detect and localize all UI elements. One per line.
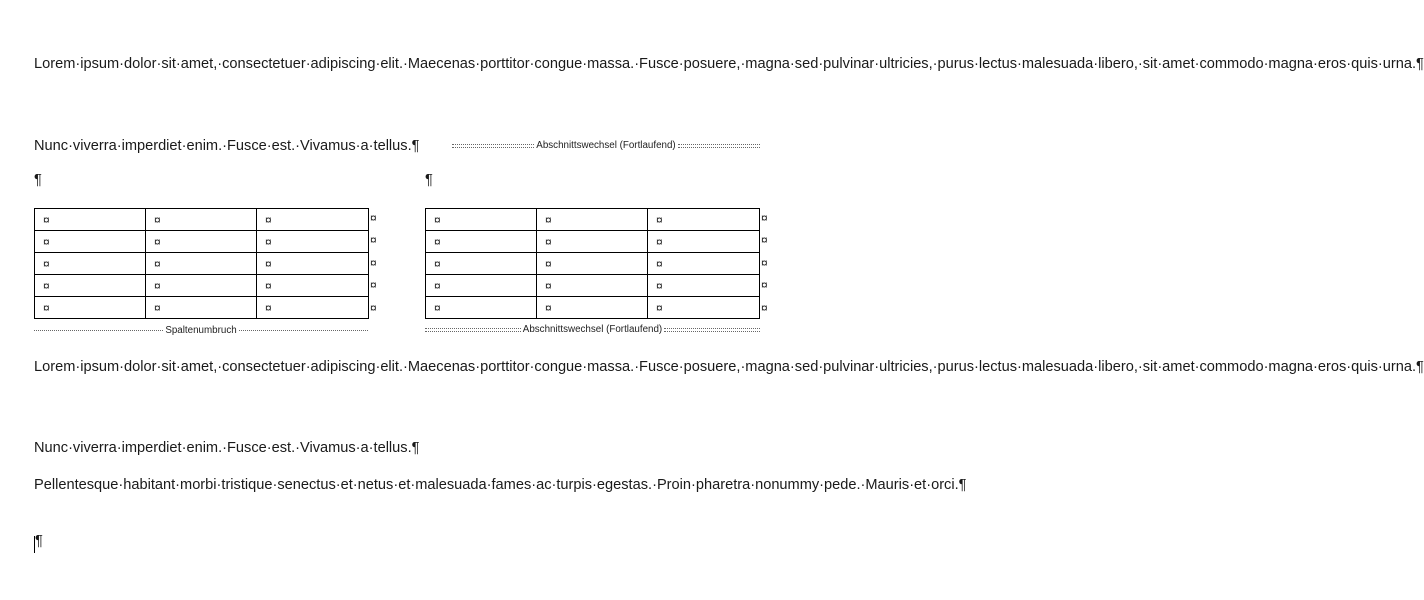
row-end-mark: ¤ xyxy=(370,211,377,225)
table-row xyxy=(35,297,369,319)
paragraph-4[interactable]: Nunc·viverra·imperdiet·enim.·Fusce·est.·Vivamus·a·tellus.¶ xyxy=(34,440,420,456)
table-cell[interactable]: ¤ xyxy=(537,297,648,319)
column-break xyxy=(34,325,368,336)
row-end-mark: ¤ xyxy=(761,233,768,248)
table-cell[interactable]: ¤ xyxy=(146,231,257,253)
table-row xyxy=(35,209,369,231)
paragraph-1[interactable]: Lorem·ipsum·dolor·sit·amet,·consectetuer·adipiscing·elit.·Maecenas·porttitor·congue·massa.·Fusce·posuere,·magna·sed·pulvinar·ultricies,·purus·lectus·malesuada·libero,·sit·amet·commodo·magna·eros·quis·urna.¶ xyxy=(34,56,1424,72)
table-cell[interactable]: ¤ xyxy=(257,253,369,275)
table-cell[interactable]: ¤ xyxy=(537,209,648,231)
table-cell[interactable]: ¤ xyxy=(146,253,257,275)
row-end-mark: ¤ xyxy=(370,233,377,248)
table-cell[interactable]: ¤ xyxy=(648,275,760,297)
table-row xyxy=(35,275,369,297)
table-cell[interactable]: ¤ xyxy=(537,231,648,253)
paragraph-5[interactable]: Pellentesque·habitant·morbi·tristique·senectus·et·netus·et·malesuada·fames·ac·turpis·egestas.·Proin·pharetra·nonummy·pede.·Mauris·et·orci.¶ xyxy=(34,477,967,493)
section-break-label: Abschnittswechsel (Fortlaufend) xyxy=(536,140,676,151)
table-cell[interactable]: ¤ xyxy=(35,231,146,253)
table-cell[interactable]: ¤ xyxy=(426,275,537,297)
table-row xyxy=(426,297,760,319)
table-cell[interactable]: ¤ xyxy=(257,209,369,231)
table-cell[interactable]: ¤ xyxy=(146,275,257,297)
table-row xyxy=(426,209,760,231)
table-row xyxy=(426,275,760,297)
row-end-mark: ¤ xyxy=(761,278,768,293)
table-cell[interactable]: ¤ xyxy=(426,209,537,231)
table-cell[interactable]: ¤ xyxy=(35,297,146,319)
table-cell[interactable]: ¤ xyxy=(648,297,760,319)
table-cell[interactable]: ¤ xyxy=(257,275,369,297)
table-left-row-end-marks xyxy=(370,207,377,319)
row-end-mark: ¤ xyxy=(370,278,377,293)
column-1-paragraph-mark: ¶ xyxy=(34,172,42,188)
table-left[interactable] xyxy=(34,208,369,319)
table-cell[interactable]: ¤ xyxy=(257,297,369,319)
section-break-continuous-1 xyxy=(452,140,760,151)
table-row xyxy=(35,253,369,275)
table-cell[interactable]: ¤ xyxy=(257,231,369,253)
row-end-mark: ¤ xyxy=(761,255,768,270)
paragraph-3[interactable]: Lorem·ipsum·dolor·sit·amet,·consectetuer·adipiscing·elit.·Maecenas·porttitor·congue·massa.·Fusce·posuere,·magna·sed·pulvinar·ultricies,·purus·lectus·malesuada·libero,·sit·amet·commodo·magna·eros·quis·urna.¶ xyxy=(34,359,1424,375)
table-row xyxy=(35,231,369,253)
section-break-continuous-2 xyxy=(425,324,760,335)
table-row xyxy=(426,231,760,253)
table-cell[interactable]: ¤ xyxy=(537,275,648,297)
column-break-label: Spaltenumbruch xyxy=(165,325,237,336)
table-cell[interactable]: ¤ xyxy=(146,209,257,231)
table-cell[interactable]: ¤ xyxy=(537,253,648,275)
table-cell[interactable]: ¤ xyxy=(35,253,146,275)
table-cell[interactable]: ¤ xyxy=(648,209,760,231)
table-cell[interactable]: ¤ xyxy=(426,253,537,275)
final-paragraph-mark[interactable]: ¶ xyxy=(35,533,43,549)
row-end-mark: ¤ xyxy=(370,255,377,270)
column-2-paragraph-mark: ¶ xyxy=(425,172,433,188)
section-break-label: Abschnittswechsel (Fortlaufend) xyxy=(522,324,663,335)
row-end-mark: ¤ xyxy=(370,300,377,315)
table-cell[interactable]: ¤ xyxy=(35,275,146,297)
table-cell[interactable]: ¤ xyxy=(426,297,537,319)
table-cell[interactable]: ¤ xyxy=(648,231,760,253)
table-right[interactable] xyxy=(425,208,760,319)
row-end-mark: ¤ xyxy=(761,300,768,315)
table-cell[interactable]: ¤ xyxy=(35,209,146,231)
table-right-row-end-marks xyxy=(761,207,768,319)
row-end-mark: ¤ xyxy=(761,211,768,225)
table-cell[interactable]: ¤ xyxy=(648,253,760,275)
table-cell[interactable]: ¤ xyxy=(426,231,537,253)
table-cell[interactable]: ¤ xyxy=(146,297,257,319)
paragraph-2[interactable]: Nunc·viverra·imperdiet·enim.·Fusce·est.·Vivamus·a·tellus.¶ xyxy=(34,138,420,154)
table-row xyxy=(426,253,760,275)
